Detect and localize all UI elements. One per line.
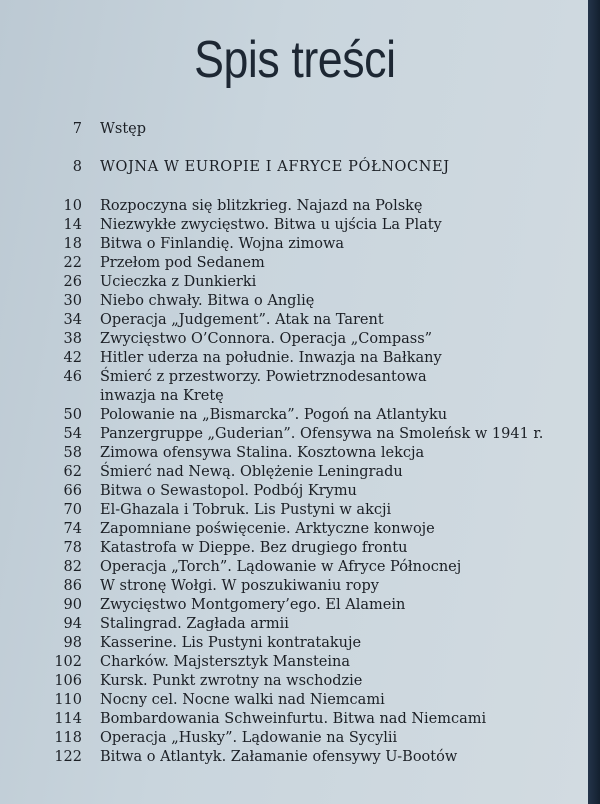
toc-page-number: 8 [72,159,82,175]
toc-label: Operacja „Judgement”. Atak na Tarent [100,312,384,328]
toc-page-number: 22 [63,255,82,271]
toc-page-number: 54 [63,426,82,442]
toc-page-number: 38 [63,331,82,347]
toc-page-number: 14 [63,217,82,233]
toc-page-number: 86 [63,578,82,594]
toc-label: Charków. Majstersztyk Mansteina [100,654,350,670]
toc-label: WOJNA W EUROPIE I AFRYCE PÓŁNOCNEJ [100,159,450,175]
toc-page-number: 26 [63,274,82,290]
toc-page-number: 46 [63,369,82,385]
toc-page-number: 42 [63,350,82,366]
toc-label: Polowanie na „Bismarcka”. Pogoń na Atlantyku [100,407,448,423]
toc-page-number: 118 [54,730,82,746]
toc-page-number: 10 [63,198,82,214]
toc-label: Panzergruppe „Guderian”. Ofensywa na Smoleńsk w 1941 r. [100,426,544,442]
toc-label: Kasserine. Lis Pustyni kontratakuje [100,635,362,651]
toc-page-number: 122 [54,749,82,765]
toc-label: Kursk. Punkt zwrotny na wschodzie [100,673,363,689]
toc-label: Nocny cel. Nocne walki nad Niemcami [100,692,385,708]
toc-page-number: 50 [63,407,82,423]
toc-label: Operacja „Torch”. Lądowanie w Afryce Północnej [100,559,462,575]
toc-page-number: 74 [63,521,82,537]
toc-page-number: 106 [54,673,82,689]
toc-page-number: 82 [63,559,82,575]
toc-label: Śmierć nad Newą. Oblężenie Leningradu [100,464,403,480]
toc-page-number: 102 [54,654,82,670]
toc-page-number: 66 [63,483,82,499]
toc-page-number: 114 [54,711,82,727]
toc-label: Bitwa o Sewastopol. Podbój Krymu [100,483,357,499]
toc-page-number: 34 [63,312,82,328]
toc-label: Operacja „Husky”. Lądowanie na Sycylii [100,730,398,746]
toc-label: Hitler uderza na południe. Inwazja na Bałkany [100,350,442,366]
toc-page-number: 78 [63,540,82,556]
toc-page-number: 98 [63,635,82,651]
toc-label: Rozpoczyna się blitzkrieg. Najazd na Polskę [100,198,423,214]
toc-label: Zimowa ofensywa Stalina. Kosztowna lekcja [100,445,425,461]
toc-page-number: 18 [63,236,82,252]
toc-label: Bitwa o Finlandię. Wojna zimowa [100,236,345,252]
toc-page-number: 70 [63,502,82,518]
toc-label: Stalingrad. Zagłada armii [100,616,289,632]
toc-page-number: 90 [63,597,82,613]
toc-label: Bitwa o Atlantyk. Załamanie ofensywy U-Bootów [100,749,458,765]
toc-label: W stronę Wołgi. W poszukiwaniu ropy [100,578,379,594]
toc-label: Śmierć z przestworzy. Powietrznodesantowa [100,369,427,385]
toc-label: Zwycięstwo Montgomery’ego. El Alamein [100,597,406,613]
toc-label: Niezwykłe zwycięstwo. Bitwa u ujścia La Platy [100,217,442,233]
toc-label: Przełom pod Sedanem [100,255,265,271]
book-spine [588,0,600,804]
toc-label: inwazja na Kretę [100,388,224,404]
toc-page-number: 7 [72,121,82,137]
toc-page-number: 58 [63,445,82,461]
toc-page-number: 62 [63,464,82,480]
toc-label: Wstęp [100,121,147,137]
toc-label: Niebo chwały. Bitwa o Anglię [100,293,315,309]
toc-page-number: 94 [63,616,82,632]
toc-label: Zapomniane poświęcenie. Arktyczne konwoje [100,521,435,537]
toc-label: Bombardowania Schweinfurtu. Bitwa nad Niemcami [100,711,487,727]
toc-label: El-Ghazala i Tobruk. Lis Pustyni w akcji [100,502,392,518]
toc-label: Katastrofa w Dieppe. Bez drugiego frontu [100,540,408,556]
toc-label: Ucieczka z Dunkierki [100,274,257,290]
toc-label: Zwycięstwo O’Connora. Operacja „Compass” [100,331,433,347]
toc-page-number: 30 [63,293,82,309]
toc-page-number: 110 [54,692,82,708]
page-title: Spis treści [194,31,396,89]
